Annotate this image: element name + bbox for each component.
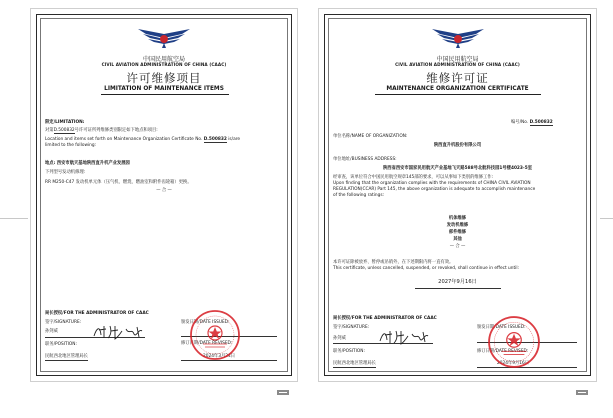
left-page-limitation-of-maintenance-items xyxy=(30,8,298,382)
caac-emblem-icon xyxy=(137,25,191,49)
org-name-en: CIVIL AVIATION ADMINISTRATION OF CHINA (CAAC) xyxy=(395,62,520,67)
rating-airframe: 机体维修 xyxy=(448,216,467,221)
date-revised-label: 修订日期/DATE REVISED: xyxy=(181,341,233,346)
validity-zh: 本许可证除被放弃、暂停或吊销外，在下述期限内将一直有效。 xyxy=(333,260,454,265)
date-revised-value: 2024年9月16日 xyxy=(497,361,530,366)
page-title-zh: 维修许可证 xyxy=(426,71,489,85)
admin-authorization-label: 局长授权/FOR THE ADMINISTRATOR OF CAAC xyxy=(333,316,437,321)
rating-engine: 发动机维修 xyxy=(446,223,469,228)
position-label: 职务/POSITION: xyxy=(45,342,77,347)
rating-components: 部件维修 xyxy=(448,230,467,235)
right-page-maintenance-organization-certificate xyxy=(318,8,597,382)
org-name-en: CIVIL AVIATION ADMINISTRATION OF CHINA (CAAC) xyxy=(101,62,227,67)
org-name-zh: 中国民用航空局 xyxy=(142,56,185,63)
limitation-text-en: Location and items set forth on Maintenance Organization Certificate No. D.500832 is/are xyxy=(45,137,241,142)
handwritten-signature xyxy=(377,328,439,346)
page-title-en: LIMITATION OF MAINTENANCE ITEMS xyxy=(104,86,224,92)
finding-zh: 经审查，该单位符合中国民用航空规章145部的要求，可以从事如下类别的维修工作: xyxy=(333,175,494,180)
position-value: 民航西北地区管理局长 xyxy=(333,361,376,366)
finding-en-1: Upon finding that the organization complies with the requirements of CHINA CIVIL AVIATION xyxy=(333,181,531,186)
position-label: 职务/POSITION: xyxy=(333,349,365,354)
signer-name: 孙剑威 xyxy=(45,329,58,334)
end-mark: — 合 — xyxy=(156,188,172,193)
limitation-text-en-line2: limited to the following: xyxy=(45,143,97,148)
signature-label: 签字/SIGNATURE: xyxy=(45,320,82,325)
signer-name: 孙剑威 xyxy=(333,336,346,341)
address-label: 单位地址/BUSINESS ADDRESS: xyxy=(333,157,397,162)
signature-label: 签字/SIGNATURE: xyxy=(333,325,370,330)
page-title-en: MAINTENANCE ORGANIZATION CERTIFICATE xyxy=(386,86,529,92)
limitation-label: 限定/LIMITATION: xyxy=(45,120,85,125)
limitation-text-zh: 对第D.500832号许可证所列维修类别限定如下地点和项目: xyxy=(45,128,158,133)
date-revised-value: 2024年3月24日 xyxy=(203,354,236,359)
corner-watermark xyxy=(576,390,588,395)
title-underline xyxy=(375,94,541,95)
maintenance-item: RR M250-C47 发动机单元体（压气机、燃烧、燃油室和附件齿轮箱）更换。 xyxy=(45,180,192,185)
items-heading: 下列型号发动机修理: xyxy=(45,170,86,175)
official-seal-stamp xyxy=(189,309,241,361)
certificate-number: 编号/No. D.500832 xyxy=(511,120,553,125)
valid-until-underline xyxy=(415,288,501,289)
cert-number: D.500832 xyxy=(53,128,75,133)
corner-watermark xyxy=(277,390,289,395)
caac-emblem-icon xyxy=(431,25,485,49)
date-issued-label: 颁发日期/DATE ISSUED: xyxy=(181,320,230,325)
page-title-zh: 许可维修项目 xyxy=(126,71,202,85)
right-edge-rule xyxy=(600,218,613,219)
position-value: 民航西北地区管理局长 xyxy=(45,354,88,359)
org-name-label: 单位名称/NAME OF ORGANIZATION: xyxy=(333,134,408,139)
rating-other: 其他 xyxy=(453,237,462,242)
location-line: 地点: 西安市航天基地陕西直升机产业发展园 xyxy=(45,161,130,166)
validity-en: This certificate, unless cancelled, suspended, or revoked, shall continue in effect until: xyxy=(333,266,520,271)
admin-authorization-label: 局长授权/FOR THE ADMINISTRATOR OF CAAC xyxy=(45,311,149,316)
official-seal-stamp xyxy=(487,315,541,369)
title-underline xyxy=(101,94,229,95)
finding-en-3: of the following ratings: xyxy=(333,193,385,198)
org-name-zh: 中国民用航空局 xyxy=(436,56,479,63)
address-value: 陕西省西安市国家民用航天产业基地飞天路588号北航科技园1号楼4023-5室 xyxy=(382,166,532,171)
end-mark: — 合 — xyxy=(449,244,466,249)
valid-until-date: 2027年9月16日 xyxy=(438,279,477,285)
handwritten-signature xyxy=(91,323,153,341)
date-revised-label: 修订日期/DATE REVISED: xyxy=(477,349,529,354)
date-issued-label: 颁发日期/DATE ISSUED: xyxy=(477,325,526,330)
org-name-value: 陕西直升机股份有限公司 xyxy=(433,143,482,148)
left-edge-rule xyxy=(0,218,28,219)
finding-en-2: REGULATION(CCAR) Part 145, the above organization is adequate to accomplish maintenance xyxy=(333,187,536,192)
